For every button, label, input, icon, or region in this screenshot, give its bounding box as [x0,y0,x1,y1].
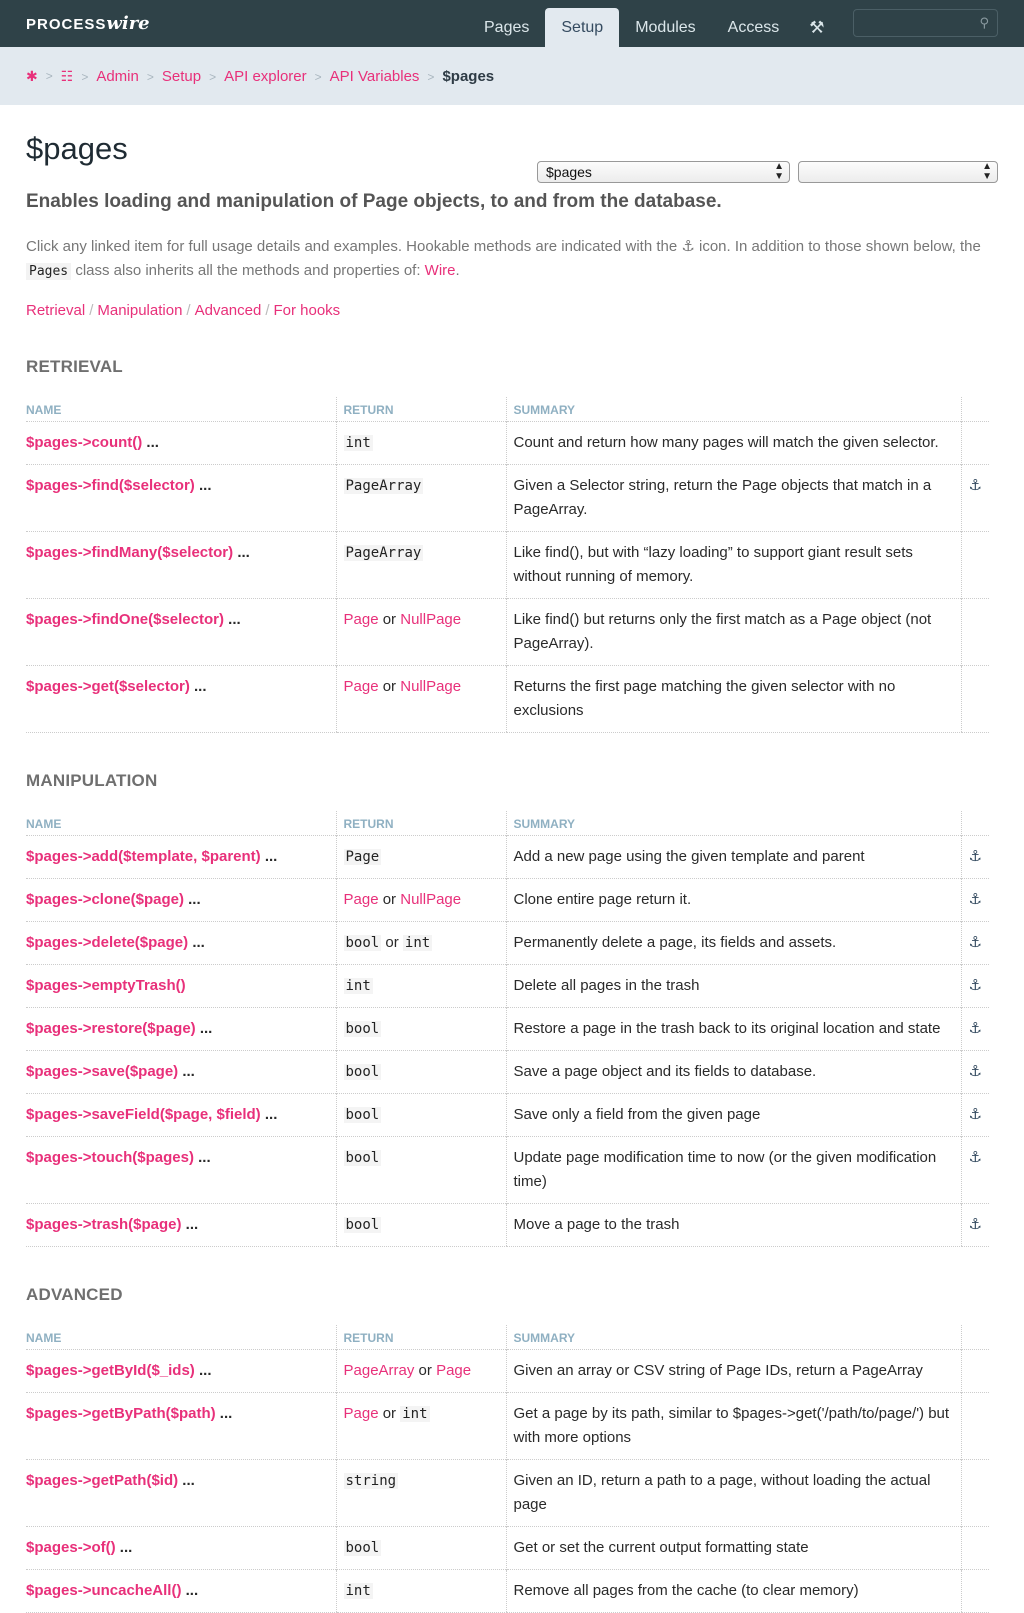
return-type: bool [345,1107,380,1123]
return-cell [336,1204,506,1247]
bug-icon[interactable]: ✱ [26,67,38,84]
summary-cell: Save a page object and its fields to database. [506,1051,961,1094]
lead-summary: Enables loading and manipulation of Page objects, to and from the database. [26,191,722,212]
method-more[interactable]: ... [181,1216,199,1233]
return-cell [336,422,506,465]
method-link[interactable]: $pages->touch($pages) [26,1149,194,1166]
method-link[interactable]: $pages->findOne($selector) [26,611,224,628]
method-more[interactable]: ... [194,1362,212,1379]
return-cell [336,1570,506,1613]
summary-cell: Count and return how many pages will match the given selector. [506,422,961,465]
hook-cell [961,532,989,599]
link-separator: / [186,302,191,319]
method-cell [26,879,336,922]
method-cell [26,1051,336,1094]
return-or: or [378,678,401,695]
jump-link-manipulation[interactable]: Manipulation [97,302,183,319]
breadcrumb-separator: > [146,69,154,84]
main-nav [468,8,839,47]
method-link[interactable]: $pages->of() [26,1539,116,1556]
table-row [26,922,989,965]
jump-link-retrieval[interactable]: Retrieval [26,302,86,319]
table-row [26,1527,989,1570]
hook-cell [961,922,989,965]
method-cell [26,1008,336,1051]
return-cell [336,532,506,599]
method-cell [26,1350,336,1393]
method-cell [26,599,336,666]
table-header-row [26,1325,989,1350]
method-cell [26,1204,336,1247]
method-more[interactable]: ... [194,477,212,494]
breadcrumb [0,47,1024,105]
variable-select-value: $pages [546,164,592,180]
method-more[interactable]: ... [215,1405,233,1422]
summary-cell: Move a page to the trash [506,1204,961,1247]
method-more[interactable]: ... [223,611,241,628]
sitemap-icon[interactable]: ☷ [60,67,74,84]
table-row [26,1051,989,1094]
return-or: or [378,891,401,908]
table-row [26,1460,989,1527]
summary-cell: Given a Selector string, return the Page objects that match in a PageArray. [506,465,961,532]
logo-text: PROCESS [26,16,107,33]
method-link[interactable]: $pages->getPath($id) [26,1472,179,1489]
return-cell [336,922,506,965]
column-header: RETURN [336,397,506,422]
hook-cell [961,1527,989,1570]
table-row [26,465,989,532]
methods-table [26,397,989,733]
method-link[interactable]: $pages->get($selector) [26,678,190,695]
return-cell [336,465,506,532]
breadcrumb-separator: > [427,69,435,84]
table-row [26,1350,989,1393]
anchor-icon: ⚓ [681,238,695,255]
summary-cell: Restore a page in the trash back to its original location and state [506,1008,961,1051]
return-type: int [345,435,371,451]
return-type-link[interactable]: PageArray [343,1362,415,1379]
table-row [26,1204,989,1247]
anchor-icon: ⚓ [968,1106,982,1123]
wire-link[interactable]: Wire [424,262,456,279]
return-cell [336,1350,506,1393]
hook-cell [961,879,989,922]
table-row [26,532,989,599]
method-cell [26,532,336,599]
nav-item-access[interactable]: Access [727,19,780,36]
method-cell [26,1527,336,1570]
breadcrumb-separator: > [81,69,89,84]
method-link[interactable]: $pages->getById($_ids) [26,1362,195,1379]
method-more[interactable]: ... [195,1020,213,1037]
page-title: $pages [26,131,128,166]
method-cell [26,1137,336,1204]
method-more[interactable]: ... [178,1063,195,1080]
link-separator: / [89,302,94,319]
jump-link-advanced[interactable]: Advanced [194,302,262,319]
table-row [26,1094,989,1137]
return-or: or [381,934,403,951]
summary-cell: Returns the first page matching the given selector with no exclusions [506,666,961,733]
method-cell [26,1460,336,1527]
select-arrows-icon: ▲ ▼ [774,161,784,182]
return-cell [336,1008,506,1051]
method-link[interactable]: $pages->add($template, $parent) [26,848,261,865]
method-cell [26,1393,336,1460]
summary-cell: Remove all pages from the cache (to clear memory) [506,1570,961,1613]
return-cell [336,1393,506,1460]
method-link[interactable]: $pages->count() [26,434,143,451]
table-row [26,1393,989,1460]
methods-table [26,811,989,1247]
return-cell [336,879,506,922]
method-link[interactable]: $pages->clone($page) [26,891,184,908]
description-text: . [455,262,460,279]
hook-cell [961,1350,989,1393]
method-link[interactable]: $pages->getByPath($path) [26,1405,216,1422]
column-header-hook [961,1325,989,1350]
summary-cell: Get a page by its path, similar to $pages->get('/path/to/page/') but with more options [506,1393,961,1460]
summary-cell: Get or set the current output formatting state [506,1527,961,1570]
hook-cell [961,1570,989,1613]
breadcrumb-items [73,68,442,85]
anchor-icon: ⚓ [968,1149,982,1166]
section-title: RETRIEVAL [26,357,123,376]
description-text: icon. In addition to those shown below, the [698,238,981,255]
breadcrumb-item[interactable]: Setup [161,67,202,85]
jump-link-for-hooks[interactable]: For hooks [273,302,341,319]
method-more[interactable]: ... [178,1472,195,1489]
return-type-link[interactable]: Page [436,1362,472,1379]
hook-cell [961,1008,989,1051]
method-link[interactable]: $pages->save($page) [26,1063,179,1080]
return-type-link[interactable]: NullPage [400,611,462,628]
return-or: or [414,1362,437,1379]
return-type: PageArray [345,478,422,494]
breadcrumb-separator: > [314,69,322,84]
hook-cell [961,666,989,733]
column-header: RETURN [336,1325,506,1350]
hook-cell [961,965,989,1008]
description-text: class also inherits all the methods and properties of: [75,262,421,279]
return-type: bool [345,1217,380,1233]
anchor-icon: ⚓ [968,477,982,494]
search-icon[interactable]: ⚲ [979,15,989,30]
return-cell [336,1460,506,1527]
method-link[interactable]: $pages->findMany($selector) [26,544,234,561]
hook-cell [961,422,989,465]
processwire-logo[interactable] [26,13,150,34]
column-header: NAME [26,1331,62,1345]
return-type: bool [345,1021,380,1037]
method-link[interactable]: $pages->delete($page) [26,934,189,951]
method-cell [26,836,336,879]
logo-italic-text: wire [106,13,150,34]
description-text: Click any linked item for full usage details and examples. Hookable methods are indicated with the [26,238,678,255]
method-more[interactable]: ... [142,434,159,451]
select-arrows-icon: ▲ ▼ [982,161,992,182]
anchor-icon: ⚓ [968,934,982,951]
method-select[interactable] [798,161,998,183]
return-type: int [402,1406,428,1422]
column-header-hook [961,397,989,422]
return-type: int [404,935,431,951]
table-row [26,599,989,666]
method-more[interactable]: ... [189,678,207,695]
return-cell [336,599,506,666]
return-type: string [345,1473,397,1489]
method-more[interactable]: ... [193,1149,211,1166]
hook-cell [961,1094,989,1137]
method-more[interactable]: ... [115,1539,133,1556]
summary-cell: Clone entire page return it. [506,879,961,922]
return-cell [336,1094,506,1137]
method-more[interactable]: ... [183,891,201,908]
summary-cell: Like find(), but with “lazy loading” to support giant result sets without running of memory. [506,532,961,599]
return-or: or [378,1405,401,1422]
methods-table [26,1325,989,1613]
breadcrumb-current: $pages [442,67,495,85]
column-header: SUMMARY [506,811,961,836]
description [26,235,986,284]
method-more[interactable]: ... [188,934,205,951]
hook-cell [961,1460,989,1527]
breadcrumb-item[interactable]: API Variables [329,67,420,85]
wrench-icon[interactable]: ⚒ [809,18,825,37]
hook-cell [961,465,989,532]
anchor-icon: ⚓ [968,848,982,865]
anchor-icon: ⚓ [968,1063,982,1080]
section-jump-links [26,302,998,319]
nav-item-pages[interactable]: Pages [484,19,530,36]
column-header: RETURN [336,811,506,836]
method-link[interactable]: $pages->uncacheAll() [26,1582,182,1599]
method-cell [26,422,336,465]
section-title: ADVANCED [26,1285,123,1304]
table-row [26,1137,989,1204]
class-name-code: Pages [26,263,71,280]
return-type: int [345,978,371,994]
search-input[interactable] [853,9,998,37]
return-cell [336,1137,506,1204]
summary-cell: Like find() but returns only the first match as a Page object (not PageArray). [506,599,961,666]
method-link[interactable]: $pages->trash($page) [26,1216,182,1233]
hook-cell [961,1137,989,1204]
nav-item-modules[interactable]: Modules [635,19,696,36]
return-type: PageArray [345,545,422,561]
column-header-hook [961,811,989,836]
method-cell [26,1094,336,1137]
summary-cell: Add a new page using the given template and parent [506,836,961,879]
return-or: or [378,611,401,628]
method-link[interactable]: $pages->find($selector) [26,477,195,494]
table-row [26,1570,989,1613]
return-cell [336,965,506,1008]
summary-cell: Given an array or CSV string of Page IDs, return a PageArray [506,1350,961,1393]
table-row [26,836,989,879]
column-header: NAME [26,403,62,417]
method-sections [26,357,998,1613]
return-type-link[interactable]: Page [343,1405,379,1422]
hook-cell [961,599,989,666]
return-cell [336,666,506,733]
column-header: SUMMARY [506,1325,961,1350]
return-type: bool [345,1540,380,1556]
method-link[interactable]: $pages->restore($page) [26,1020,196,1037]
method-cell [26,465,336,532]
summary-cell: Delete all pages in the trash [506,965,961,1008]
method-link[interactable]: $pages->saveField($page, $field) [26,1106,261,1123]
return-cell [336,1051,506,1094]
anchor-icon: ⚓ [968,891,982,908]
summary-cell: Permanently delete a page, its fields and assets. [506,922,961,965]
table-header-row [26,811,989,836]
table-row [26,422,989,465]
method-cell [26,922,336,965]
link-separator: / [265,302,270,319]
table-header-row [26,397,989,422]
hook-cell [961,836,989,879]
method-link[interactable]: $pages->emptyTrash() [26,977,186,994]
anchor-icon: ⚓ [968,1216,982,1233]
hook-cell [961,1393,989,1460]
table-row [26,1008,989,1051]
breadcrumb-separator: > [45,69,53,83]
table-row [26,879,989,922]
method-more[interactable]: ... [260,848,278,865]
anchor-icon: ⚓ [968,977,982,994]
return-type-link[interactable]: NullPage [400,891,462,908]
breadcrumb-separator: > [209,69,217,84]
breadcrumb-item[interactable]: Admin [96,67,139,85]
return-type: int [345,1583,371,1599]
return-cell [336,836,506,879]
method-cell [26,965,336,1008]
method-more[interactable]: ... [181,1582,199,1599]
method-more[interactable]: ... [260,1106,278,1123]
nav-item-setup[interactable]: Setup [545,8,619,47]
variable-select[interactable] [537,161,790,183]
method-cell [26,1570,336,1613]
return-type: bool [345,935,380,951]
summary-cell: Update page modification time to now (or the given modification time) [506,1137,961,1204]
section-title: MANIPULATION [26,771,158,790]
method-cell [26,666,336,733]
return-type: Page [345,849,380,865]
summary-cell: Save only a field from the given page [506,1094,961,1137]
return-type-link[interactable]: NullPage [400,678,462,695]
breadcrumb-item[interactable]: API explorer [224,67,307,85]
api-selects [537,161,998,183]
return-type: bool [345,1150,380,1166]
column-header: SUMMARY [506,397,961,422]
hook-cell [961,1204,989,1247]
table-row [26,965,989,1008]
return-cell [336,1527,506,1570]
main-content [0,131,1024,1613]
return-type: bool [345,1064,380,1080]
method-more[interactable]: ... [233,544,250,561]
return-type-link[interactable]: Page [343,611,379,628]
summary-cell: Given an ID, return a path to a page, without loading the actual page [506,1460,961,1527]
return-type-link[interactable]: Page [343,678,379,695]
return-type-link[interactable]: Page [343,891,379,908]
column-header: NAME [26,817,62,831]
top-navbar [0,0,1024,47]
hook-cell [961,1051,989,1094]
table-row [26,666,989,733]
anchor-icon: ⚓ [968,1020,982,1037]
